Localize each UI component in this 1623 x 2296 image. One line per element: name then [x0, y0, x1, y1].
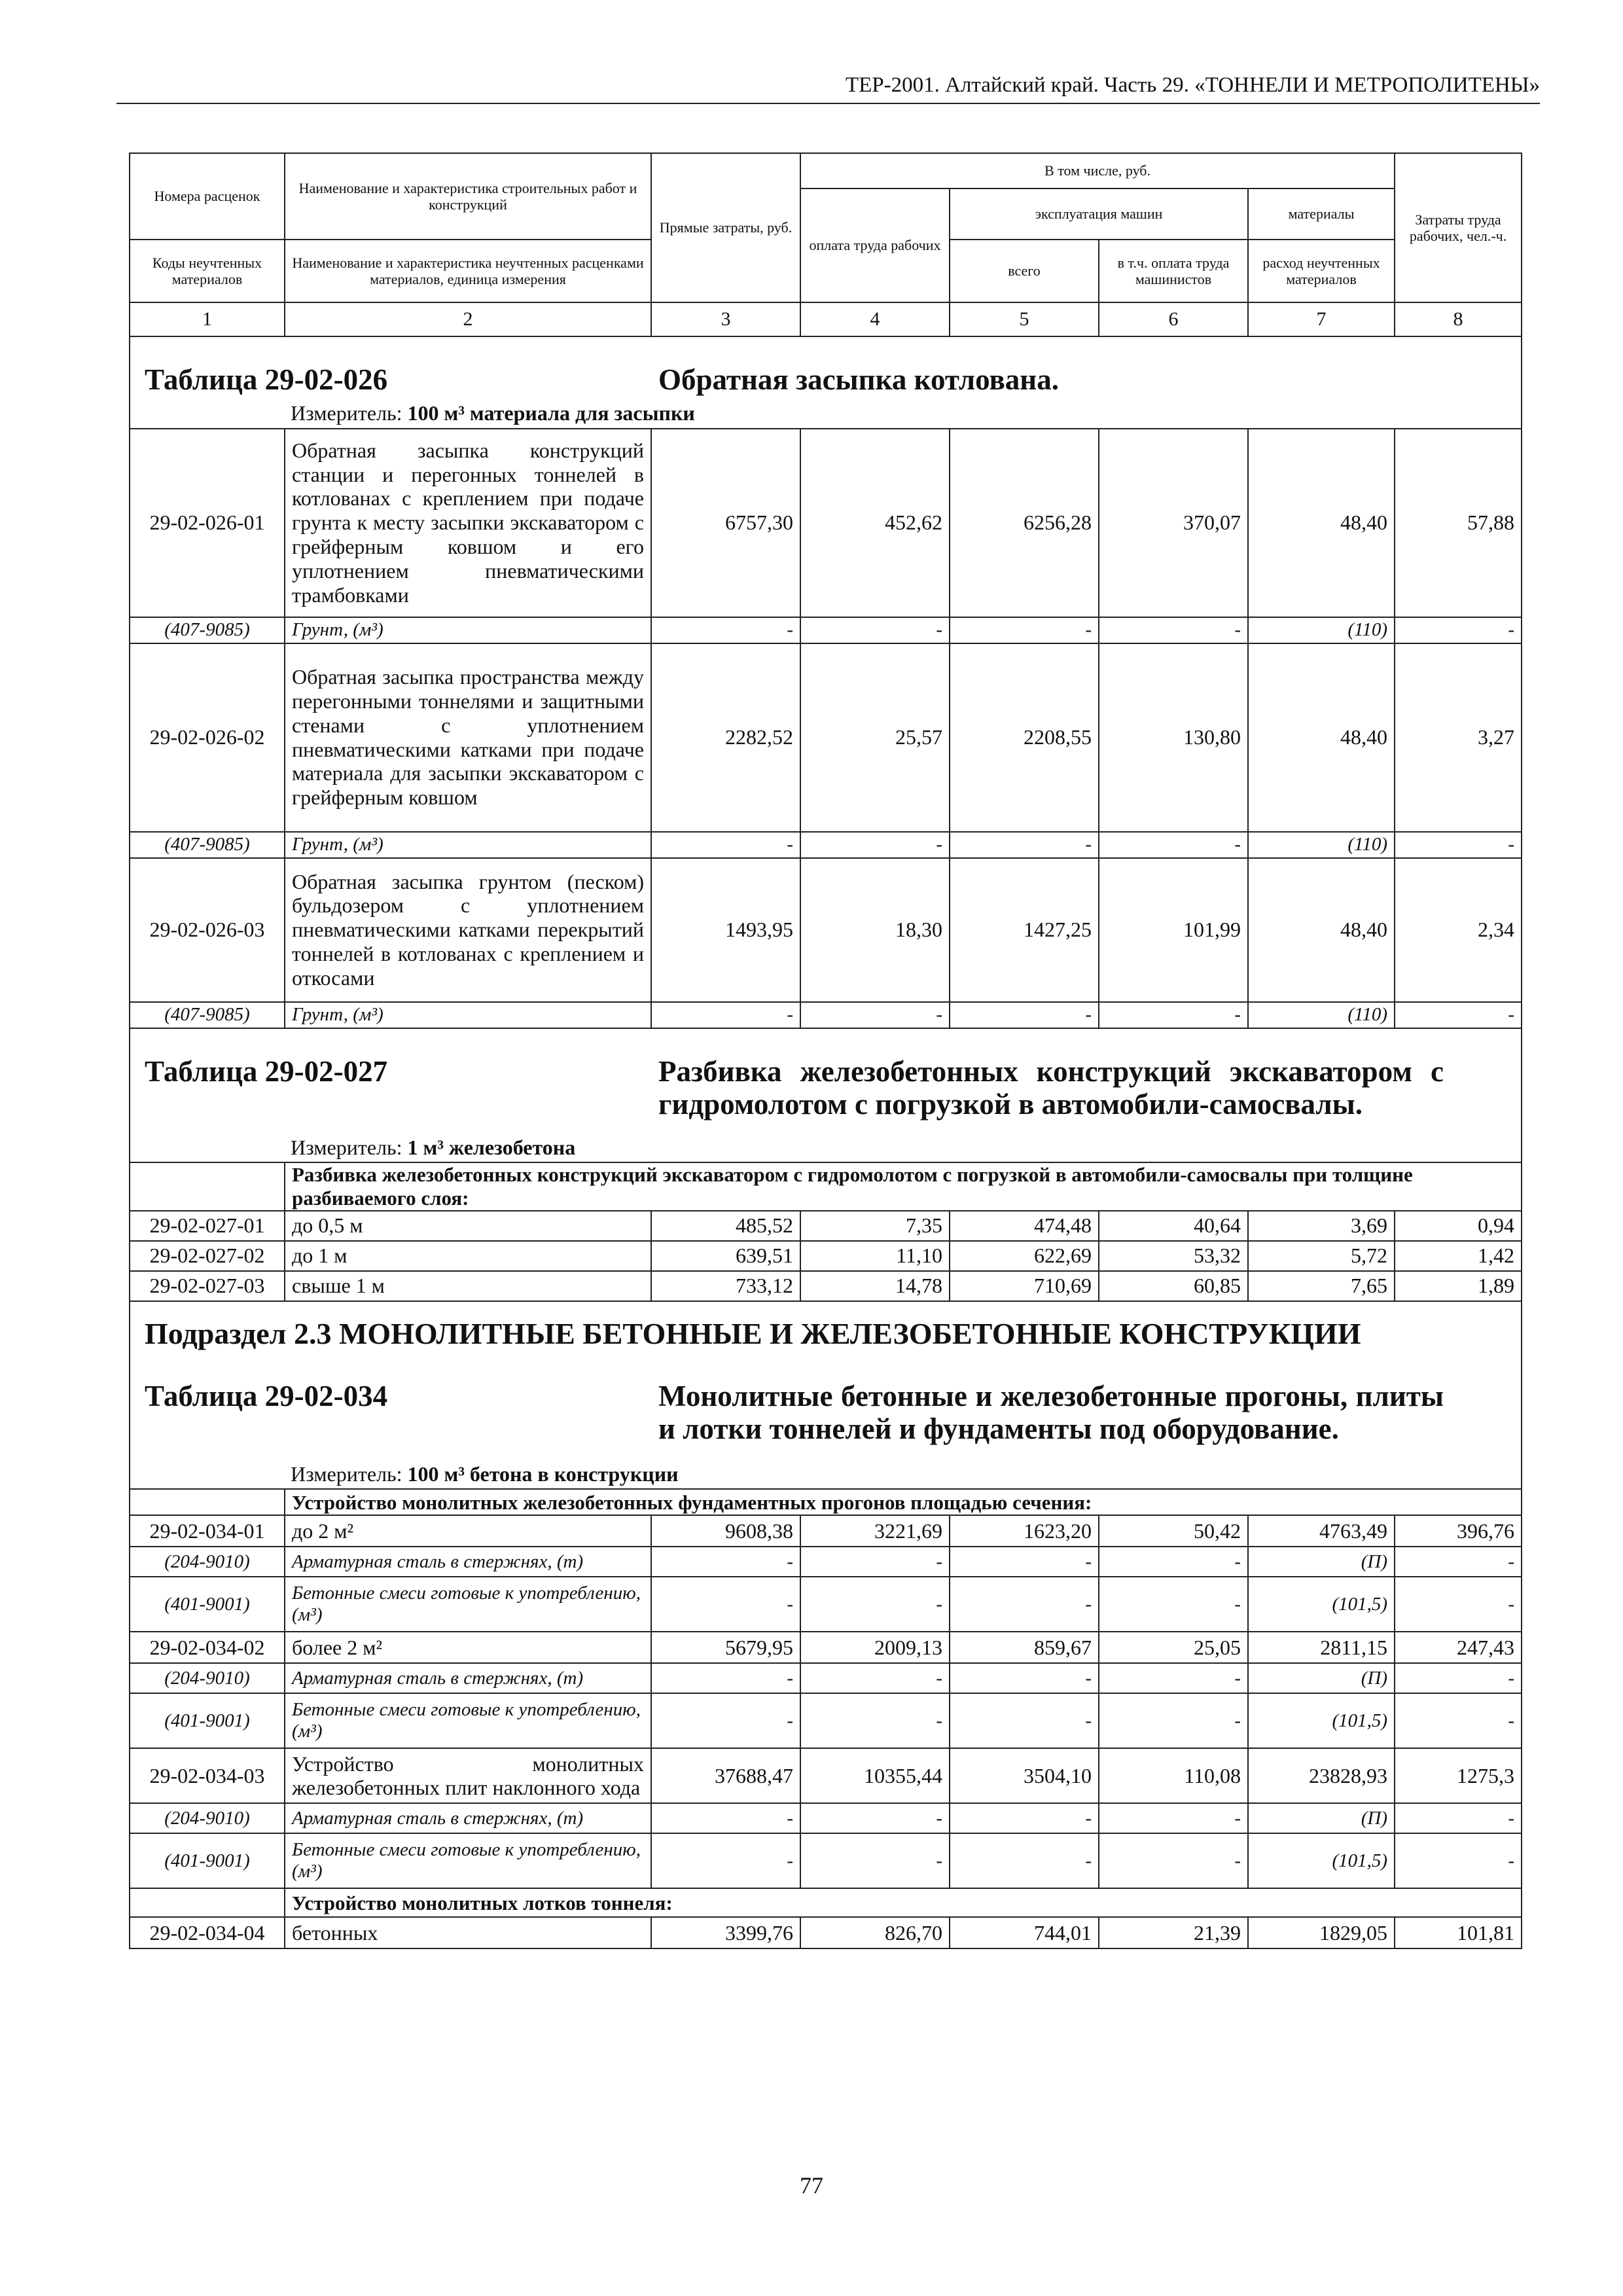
cell-value: - — [1395, 1577, 1522, 1632]
cell-value: - — [950, 1577, 1099, 1632]
table-row — [130, 643, 1522, 832]
material-quantity: (101,5) — [1248, 1577, 1395, 1632]
material-name: Грунт, (м³) — [285, 617, 651, 643]
header-material-codes: Коды неучтенных материалов — [130, 240, 285, 302]
material-quantity: (110) — [1248, 832, 1395, 858]
material-name: Арматурная сталь в стержнях, (т) — [285, 1547, 651, 1577]
cell-value: - — [651, 832, 800, 858]
materials-cost: 4763,49 — [1248, 1515, 1395, 1547]
rate-code: 29-02-034-02 — [130, 1632, 285, 1663]
materials-cost: 23828,93 — [1248, 1748, 1395, 1803]
material-row — [130, 1547, 1522, 1577]
machines-total: 710,69 — [950, 1271, 1099, 1301]
subsection-heading: Подраздел 2.3 МОНОЛИТНЫЕ БЕТОННЫЕ И ЖЕЛЕЗОБЕТОННЫЕ КОНСТРУКЦИИ — [130, 1301, 1522, 1354]
cell-value: - — [950, 1547, 1099, 1577]
cell-value: - — [1099, 1803, 1248, 1833]
materials-cost: 7,65 — [1248, 1271, 1395, 1301]
rate-code: 29-02-027-03 — [130, 1271, 285, 1301]
material-name: Арматурная сталь в стержнях, (т) — [285, 1663, 651, 1693]
worker-pay: 11,10 — [800, 1241, 950, 1271]
direct-costs: 485,52 — [651, 1211, 800, 1241]
cell-value: - — [950, 1002, 1099, 1028]
cell-value: - — [950, 1803, 1099, 1833]
table-027-heading — [130, 1028, 1522, 1132]
cell-value: - — [950, 1663, 1099, 1693]
meter-label: Измеритель: — [291, 1462, 402, 1486]
work-description: до 1 м — [285, 1241, 651, 1271]
cell-value: - — [950, 1833, 1099, 1888]
direct-costs: 3399,76 — [651, 1917, 800, 1948]
material-quantity: (101,5) — [1248, 1833, 1395, 1888]
material-name: Бетонные смеси готовые к употреблению, (м³) — [285, 1833, 651, 1888]
cell-value: - — [1395, 617, 1522, 643]
header-work-name: Наименование и характеристика строительных работ и конструкций — [285, 153, 651, 240]
header-material-names: Наименование и характеристика неучтенных расценками материалов, единица измерения — [285, 240, 651, 302]
direct-costs: 5679,95 — [651, 1632, 800, 1663]
work-description: Обратная засыпка пространства между перегонными тоннелями и защитными стенами с уплотнением пневматическими катками при подаче материала для засыпки экскаватором с грейферным ковшом — [285, 643, 651, 832]
column-number: 5 — [950, 302, 1099, 336]
table-row — [130, 1241, 1522, 1271]
materials-cost: 48,40 — [1248, 858, 1395, 1002]
material-quantity: (П) — [1248, 1547, 1395, 1577]
labor-costs: 396,76 — [1395, 1515, 1522, 1547]
column-number: 4 — [800, 302, 950, 336]
column-number: 6 — [1099, 302, 1248, 336]
cell-value: - — [1395, 1663, 1522, 1693]
cell-value: - — [800, 1547, 950, 1577]
direct-costs: 1493,95 — [651, 858, 800, 1002]
meter-value: 100 м³ материала для засыпки — [407, 401, 695, 425]
material-quantity: (П) — [1248, 1663, 1395, 1693]
rate-code: 29-02-026-02 — [130, 643, 285, 832]
machines-total: 859,67 — [950, 1632, 1099, 1663]
rate-code: 29-02-034-04 — [130, 1917, 285, 1948]
material-code: (401-9001) — [130, 1693, 285, 1748]
column-number: 1 — [130, 302, 285, 336]
cell-value: - — [651, 1803, 800, 1833]
table-title: Монолитные бетонные и железобетонные прогоны, плиты и лотки тоннелей и фундаменты под оборудование. — [658, 1379, 1444, 1446]
labor-costs: 1275,3 — [1395, 1748, 1522, 1803]
worker-pay: 2009,13 — [800, 1632, 950, 1663]
operator-pay: 50,42 — [1099, 1515, 1248, 1547]
labor-costs: 57,88 — [1395, 429, 1522, 617]
material-code: (407-9085) — [130, 832, 285, 858]
material-code: (407-9085) — [130, 617, 285, 643]
cell-value: - — [1099, 1547, 1248, 1577]
cell-value: - — [1395, 832, 1522, 858]
table-row — [130, 1211, 1522, 1241]
header-including-group: В том числе, руб. — [800, 153, 1395, 188]
direct-costs: 37688,47 — [651, 1748, 800, 1803]
group-heading: Устройство монолитных железобетонных фундаментных прогонов площадью сечения: — [285, 1489, 1522, 1515]
table-row — [130, 1632, 1522, 1663]
work-description: до 2 м² — [285, 1515, 651, 1547]
machines-total: 1623,20 — [950, 1515, 1099, 1547]
material-code: (401-9001) — [130, 1577, 285, 1632]
machines-total: 622,69 — [950, 1241, 1099, 1271]
cell-value: - — [651, 1693, 800, 1748]
work-description: свыше 1 м — [285, 1271, 651, 1301]
work-description: Обратная засыпка грунтом (песком) бульдозером с уплотнением пневматическими катками перекрытий тоннелей в котлованах с креплением и откосами — [285, 858, 651, 1002]
table-number: Таблица 29-02-034 — [145, 1379, 388, 1412]
work-description: Устройство монолитных железобетонных плит наклонного хода — [285, 1748, 651, 1803]
meter-value: 100 м³ бетона в конструкции — [407, 1462, 679, 1486]
rate-code: 29-02-034-01 — [130, 1515, 285, 1547]
cell-value: - — [1099, 1833, 1248, 1888]
cell-value: - — [1099, 1002, 1248, 1028]
cell-value: - — [800, 1577, 950, 1632]
material-name: Арматурная сталь в стержнях, (т) — [285, 1803, 651, 1833]
material-row — [130, 1002, 1522, 1028]
material-row — [130, 1833, 1522, 1888]
material-quantity: (П) — [1248, 1803, 1395, 1833]
table-row — [130, 429, 1522, 617]
table-title: Разбивка железобетонных конструкций экскаватором с гидромолотом с погрузкой в автомобили-самосвалы. — [658, 1054, 1444, 1121]
materials-cost: 48,40 — [1248, 643, 1395, 832]
machines-total: 2208,55 — [950, 643, 1099, 832]
cell-value: - — [950, 1693, 1099, 1748]
material-row — [130, 617, 1522, 643]
operator-pay: 60,85 — [1099, 1271, 1248, 1301]
material-code: (204-9010) — [130, 1803, 285, 1833]
labor-costs: 0,94 — [1395, 1211, 1522, 1241]
table-number: Таблица 29-02-027 — [145, 1054, 388, 1088]
work-description: Обратная засыпка конструкций станции и перегонных тоннелей в котлованах с креплением при подаче грунта к месту засыпки экскаватором с грейферным ковшом и его уплотнением пневматическими трамбовками — [285, 429, 651, 617]
cell-value: - — [651, 1547, 800, 1577]
cell-value: - — [1099, 832, 1248, 858]
direct-costs: 639,51 — [651, 1241, 800, 1271]
rate-code: 29-02-026-01 — [130, 429, 285, 617]
cell-value: - — [1395, 1693, 1522, 1748]
column-number: 2 — [285, 302, 651, 336]
table-title: Обратная засыпка котлована. — [658, 363, 1059, 396]
group-heading: Устройство монолитных лотков тоннеля: — [285, 1888, 1522, 1917]
rates-table — [129, 152, 1522, 1949]
machines-total: 744,01 — [950, 1917, 1099, 1948]
operator-pay: 101,99 — [1099, 858, 1248, 1002]
cell-value: - — [950, 617, 1099, 643]
materials-cost: 2811,15 — [1248, 1632, 1395, 1663]
header-worker-pay: оплата труда рабочих — [800, 188, 950, 302]
header-machines-total: всего — [950, 240, 1099, 302]
cell-value: - — [1395, 1833, 1522, 1888]
material-row — [130, 1803, 1522, 1833]
column-number: 8 — [1395, 302, 1522, 336]
material-quantity: (101,5) — [1248, 1693, 1395, 1748]
table-row — [130, 1515, 1522, 1547]
material-name: Бетонные смеси готовые к употреблению, (м³) — [285, 1693, 651, 1748]
meter-label: Измеритель: — [291, 401, 402, 425]
material-name: Бетонные смеси готовые к употреблению, (м³) — [285, 1577, 651, 1632]
table-026-heading — [130, 336, 1522, 397]
machines-total: 6256,28 — [950, 429, 1099, 617]
worker-pay: 826,70 — [800, 1917, 950, 1948]
cell-value: - — [800, 1693, 950, 1748]
header-unaccounted-materials: расход неучтенных материалов — [1248, 240, 1395, 302]
labor-costs: 1,89 — [1395, 1271, 1522, 1301]
material-code: (401-9001) — [130, 1833, 285, 1888]
material-code: (204-9010) — [130, 1663, 285, 1693]
labor-costs: 2,34 — [1395, 858, 1522, 1002]
cell-value: - — [950, 832, 1099, 858]
operator-pay: 25,05 — [1099, 1632, 1248, 1663]
worker-pay: 3221,69 — [800, 1515, 950, 1547]
header-labor-costs: Затраты труда рабочих, чел.-ч. — [1395, 153, 1522, 302]
meter-label: Измеритель: — [291, 1135, 402, 1159]
table-027-meter — [130, 1132, 1522, 1163]
column-number: 3 — [651, 302, 800, 336]
page-number: 77 — [800, 2172, 823, 2198]
cell-value: - — [651, 1663, 800, 1693]
machines-total: 3504,10 — [950, 1748, 1099, 1803]
material-name: Грунт, (м³) — [285, 832, 651, 858]
cell-value: - — [1395, 1547, 1522, 1577]
worker-pay: 7,35 — [800, 1211, 950, 1241]
table-row — [130, 1748, 1522, 1803]
material-name: Грунт, (м³) — [285, 1002, 651, 1028]
header-machine-operation: эксплуатация машин — [950, 188, 1248, 240]
operator-pay: 130,80 — [1099, 643, 1248, 832]
cell-value: - — [1395, 1002, 1522, 1028]
direct-costs: 9608,38 — [651, 1515, 800, 1547]
rate-code: 29-02-026-03 — [130, 858, 285, 1002]
worker-pay: 14,78 — [800, 1271, 950, 1301]
table-034-heading — [130, 1354, 1522, 1458]
table-026-meter — [130, 397, 1522, 429]
meter-value: 1 м³ железобетона — [407, 1135, 576, 1159]
work-description: до 0,5 м — [285, 1211, 651, 1241]
table-034-meter — [130, 1458, 1522, 1490]
direct-costs: 6757,30 — [651, 429, 800, 617]
cell-value: - — [651, 1577, 800, 1632]
group-heading: Разбивка железобетонных конструкций экскаватором с гидромолотом с погрузкой в автомобили-самосвалы при толщине разбиваемого слоя: — [285, 1162, 1522, 1210]
cell-value: - — [1099, 1693, 1248, 1748]
work-description: бетонных — [285, 1917, 651, 1948]
cell-value: - — [1099, 1577, 1248, 1632]
worker-pay: 10355,44 — [800, 1748, 950, 1803]
table-number: Таблица 29-02-026 — [145, 363, 388, 396]
materials-cost: 5,72 — [1248, 1241, 1395, 1271]
price-table-page — [129, 152, 1521, 1949]
operator-pay: 370,07 — [1099, 429, 1248, 617]
cell-value: - — [800, 1002, 950, 1028]
direct-costs: 2282,52 — [651, 643, 800, 832]
operator-pay: 21,39 — [1099, 1917, 1248, 1948]
material-row — [130, 1577, 1522, 1632]
material-row — [130, 1663, 1522, 1693]
header-rate-number: Номера расценок — [130, 153, 285, 240]
cell-value: - — [651, 617, 800, 643]
header-direct-costs: Прямые затраты, руб. — [651, 153, 800, 302]
column-number: 7 — [1248, 302, 1395, 336]
operator-pay: 40,64 — [1099, 1211, 1248, 1241]
cell-value: - — [1395, 1803, 1522, 1833]
worker-pay: 25,57 — [800, 643, 950, 832]
materials-cost: 48,40 — [1248, 429, 1395, 617]
table-row — [130, 1917, 1522, 1948]
worker-pay: 18,30 — [800, 858, 950, 1002]
machines-total: 1427,25 — [950, 858, 1099, 1002]
materials-cost: 3,69 — [1248, 1211, 1395, 1241]
labor-costs: 101,81 — [1395, 1917, 1522, 1948]
cell-value: - — [800, 832, 950, 858]
cell-value: - — [651, 1833, 800, 1888]
machines-total: 474,48 — [950, 1211, 1099, 1241]
work-description: более 2 м² — [285, 1632, 651, 1663]
material-quantity: (110) — [1248, 617, 1395, 643]
cell-value: - — [800, 1663, 950, 1693]
cell-value: - — [800, 617, 950, 643]
operator-pay: 110,08 — [1099, 1748, 1248, 1803]
labor-costs: 3,27 — [1395, 643, 1522, 832]
material-code: (204-9010) — [130, 1547, 285, 1577]
header-materials: материалы — [1248, 188, 1395, 240]
header-operator-pay: в т.ч. оплата труда машинистов — [1099, 240, 1248, 302]
material-row — [130, 832, 1522, 858]
material-row — [130, 1693, 1522, 1748]
materials-cost: 1829,05 — [1248, 1917, 1395, 1948]
cell-value: - — [651, 1002, 800, 1028]
table-row — [130, 1271, 1522, 1301]
cell-value: - — [1099, 617, 1248, 643]
worker-pay: 452,62 — [800, 429, 950, 617]
rate-code: 29-02-027-01 — [130, 1211, 285, 1241]
material-code: (407-9085) — [130, 1002, 285, 1028]
cell-value: - — [800, 1833, 950, 1888]
labor-costs: 1,42 — [1395, 1241, 1522, 1271]
material-quantity: (110) — [1248, 1002, 1395, 1028]
rate-code: 29-02-027-02 — [130, 1241, 285, 1271]
cell-value: - — [800, 1803, 950, 1833]
rate-code: 29-02-034-03 — [130, 1748, 285, 1803]
direct-costs: 733,12 — [651, 1271, 800, 1301]
operator-pay: 53,32 — [1099, 1241, 1248, 1271]
running-header: ТЕР-2001. Алтайский край. Часть 29. «ТОННЕЛИ И МЕТРОПОЛИТЕНЫ» — [116, 73, 1540, 104]
header-column-numbers — [130, 302, 1522, 336]
table-row — [130, 858, 1522, 1002]
labor-costs: 247,43 — [1395, 1632, 1522, 1663]
cell-value: - — [1099, 1663, 1248, 1693]
